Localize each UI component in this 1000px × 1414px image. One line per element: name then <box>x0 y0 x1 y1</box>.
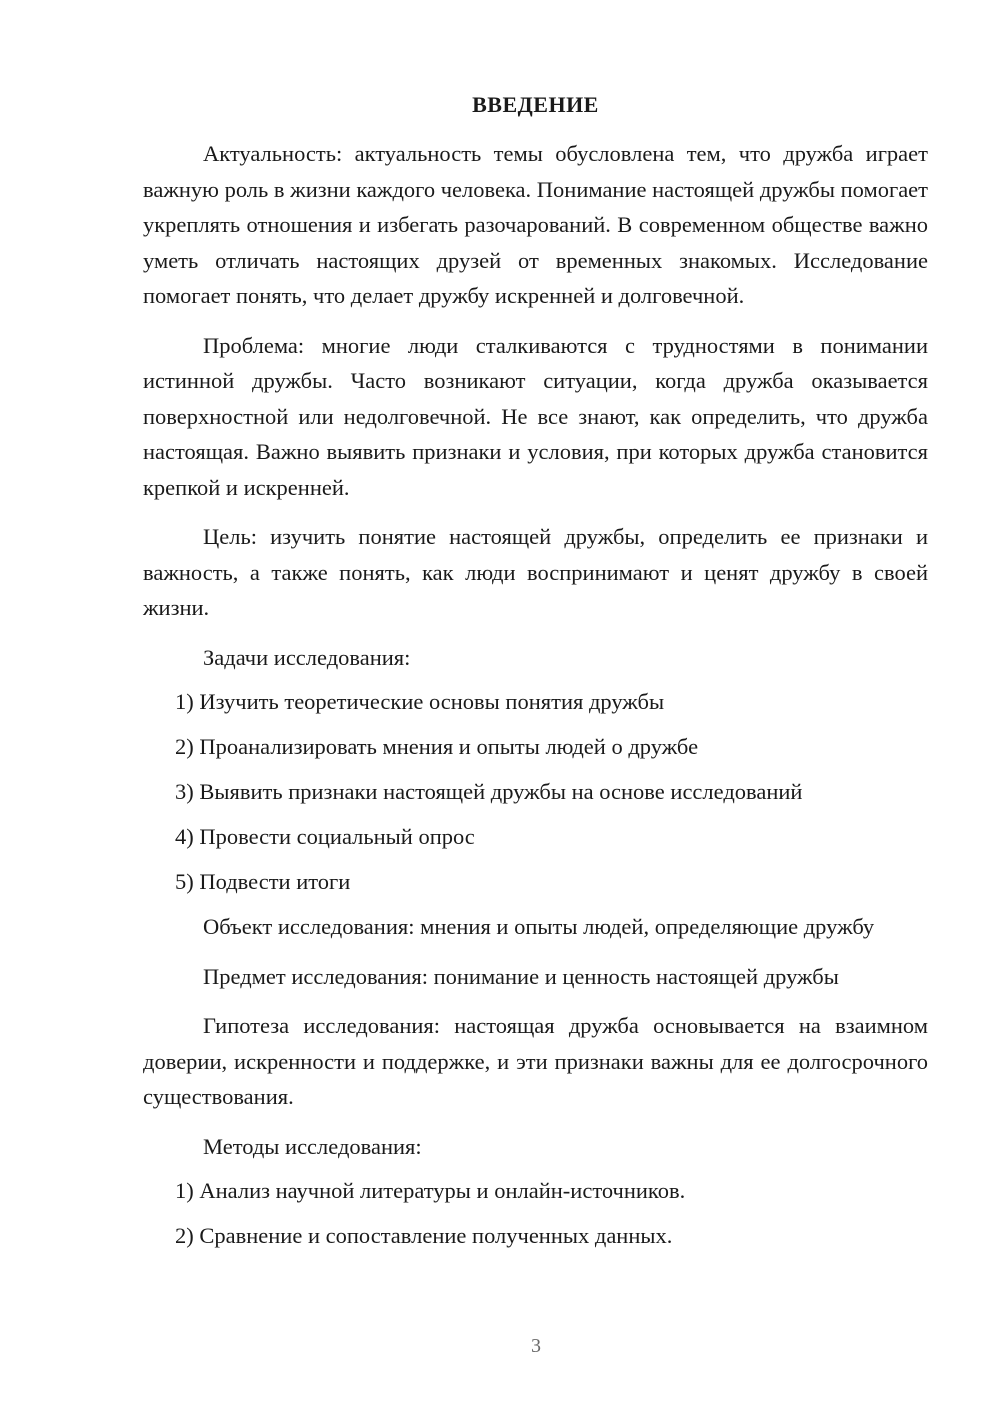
document-page <box>143 92 928 1263</box>
task-item: 1) Изучить теоретические основы понятия дружбы <box>175 689 665 715</box>
section-title: ВВЕДЕНИЕ <box>472 92 599 117</box>
goal-paragraph: Цель: изучить понятие настоящей дружбы, определить ее признаки и важность, а также понять, как люди воспринимают и ценят дружбу в своей жизни. <box>143 524 928 621</box>
task-item: 4) Провести социальный опрос <box>175 824 475 850</box>
relevance-paragraph: Актуальность: актуальность темы обусловлена тем, что дружба играет важную роль в жизни каждого человека. Понимание настоящей дружбы помогает укреплять отношения и избегать разочарований. В современном обществе важно уметь отличать настоящих друзей от временных знакомых. Исследование помогает понять, что делает дружбу искренней и долговечной. <box>143 141 929 309</box>
object-paragraph: Объект исследования: мнения и опыты людей, определяющие дружбу <box>203 914 875 940</box>
page-number: 3 <box>531 1335 541 1357</box>
problem-paragraph: Проблема: многие люди сталкиваются с трудностями в понимании истинной дружбы. Часто возникают ситуации, когда дружба оказывается поверхностной или недолговечной. Не все знают, как определить, что дружба настоящая. Важно выявить признаки и условия, при которых дружба становится крепкой и искренней. <box>143 332 928 500</box>
subject-paragraph: Предмет исследования: понимание и ценность настоящей дружбы <box>203 963 839 989</box>
hypothesis-paragraph: Гипотеза исследования: настоящая дружба основывается на взаимном доверии, искренности и поддержке, и эти признаки важны для ее долгосрочного существования. <box>143 1013 928 1110</box>
task-item: 2) Проанализировать мнения и опыты людей о дружбе <box>175 734 699 760</box>
method-item: 2) Сравнение и сопоставление полученных данных. <box>175 1223 673 1249</box>
method-item: 1) Анализ научной литературы и онлайн-источников. <box>175 1178 686 1204</box>
task-item: 5) Подвести итоги <box>175 869 351 895</box>
task-item: 3) Выявить признаки настоящей дружбы на основе исследований <box>175 779 803 805</box>
methods-heading: Методы исследования: <box>203 1133 422 1159</box>
tasks-heading: Задачи исследования: <box>203 644 411 670</box>
